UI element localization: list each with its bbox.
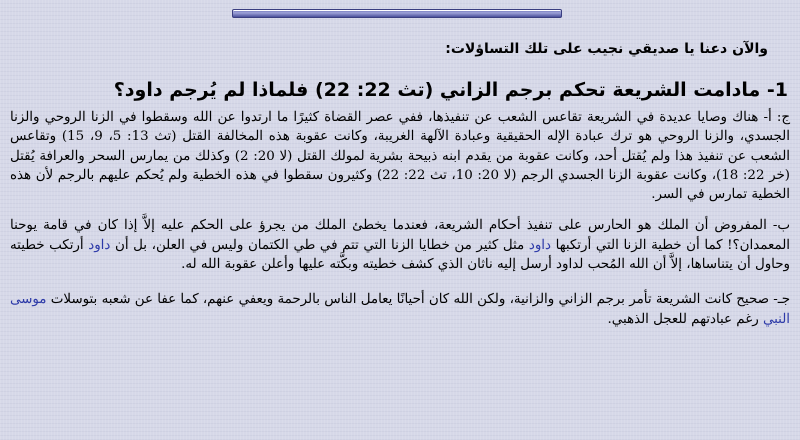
answer-paragraph-b xyxy=(10,216,790,274)
paragraph-c-text-1: جـ- صحيح كانت الشريعة تأمر برجم الزاني والزانية، ولكن الله كان أحيانًا يعامل الناس بالرحمة ويعفي عنهم، كما عفا عن شعبه بتوسلات xyxy=(46,292,790,308)
decorative-divider xyxy=(232,9,562,18)
person-name-david: داود xyxy=(528,237,551,253)
paragraph-b-text-3: أرتكب خطيته وحاول أن يتناساها، إلاَّ أن الله المُحب لداود أرسل إليه ناثان الذي كشف خطيته وبكَّته عليها وأعلن عقوبة الله له. xyxy=(10,237,790,273)
person-name-moses: موسى النبي xyxy=(10,292,790,327)
question-heading: 1- مادامت الشريعة تحكم برجم الزاني (تث 22: 22) فلماذا لم يُرجم داود؟ xyxy=(113,79,788,101)
paragraph-b-text-2: مثل كثير من خطايا الزنا التي تتم في طي الكتمان وليس في العلن، بل أن xyxy=(110,237,529,253)
person-name-david: داود xyxy=(88,237,111,253)
article-body xyxy=(10,40,790,329)
answer-paragraph-c xyxy=(10,290,790,329)
answer-paragraph-a: ج: أ- هناك وصايا عديدة في الشريعة تقاعس الشعب عن تنفيذها، ففي عصر القضاة كثيرًا ما ارتدوا عن الله وسقطوا في الزنا الروحي والزنا الجسدي، والزنا الروحي هو ترك عبادة الإله الحقيقية وعبادة الآلهة الغريبة، وكانت عقوبة هذه المخالفة القتل (تث 13: 5، 9، 15) وتقاعس الشعب عن تنفيذ هذا ولم يُقتل أحد، وكانت عقوبة من يقدم ابنه ذبيحة بشرية لمولك القتل (لا 20: 2) وكذلك من يمارس السحر والعرافة يُقتل (خر 22: 18)، وكانت عقوبة الزنا الجسدي الرجم (لا 20: 10، تث 22: 22) وكثيرون سقطوا في هذه الخطية ولم يُحكم عليهم بالرجم لأن هذه الخطية تمارس في السر. xyxy=(10,110,790,203)
paragraph-c-text-2: رغم عبادتهم للعجل الذهبي. xyxy=(607,311,763,327)
intro-text: والآن دعنا يا صديقي نجيب على تلك التساؤلات: xyxy=(445,41,768,57)
paragraph-b-text-1: ب- المفروض أن الملك هو الحارس على تنفيذ أحكام الشريعة، فعندما يخطئ الملك من يجرؤ على الحكم عليه إلاَّ إذا كان في قامة يوحنا المعمدان؟! كما أن خطية الزنا التي أرتكبها xyxy=(10,218,790,253)
